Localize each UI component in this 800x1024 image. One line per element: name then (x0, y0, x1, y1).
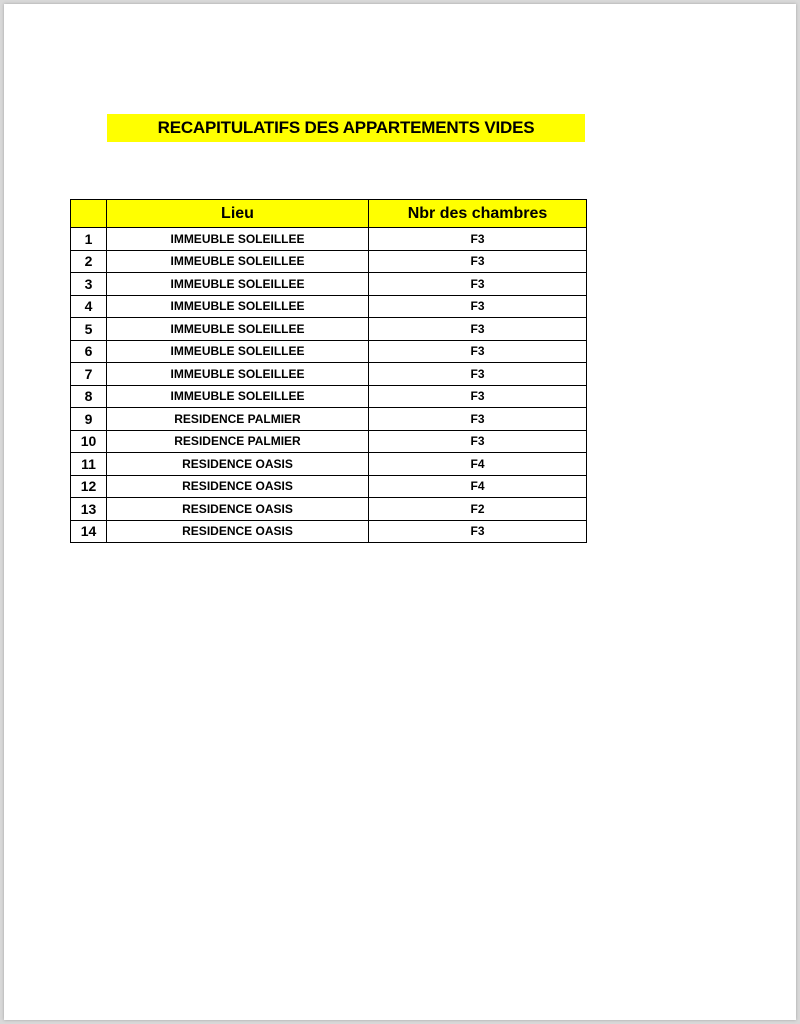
row-number: 3 (71, 273, 107, 296)
table-row (71, 520, 587, 543)
row-number: 7 (71, 363, 107, 386)
row-lieu: IMMEUBLE SOLEILLEE (107, 228, 369, 251)
row-chambres: F3 (369, 520, 587, 543)
row-chambres: F4 (369, 475, 587, 498)
table-row (71, 318, 587, 341)
table-row (71, 475, 587, 498)
row-chambres: F3 (369, 363, 587, 386)
row-lieu: RESIDENCE PALMIER (107, 430, 369, 453)
row-chambres: F3 (369, 250, 587, 273)
document-page (4, 4, 796, 1020)
table-row (71, 228, 587, 251)
row-lieu: RESIDENCE PALMIER (107, 408, 369, 431)
table-row (71, 295, 587, 318)
header-chambres: Nbr des chambres (369, 200, 587, 228)
row-number: 13 (71, 498, 107, 521)
table-row (71, 385, 587, 408)
row-chambres: F3 (369, 408, 587, 431)
row-lieu: RESIDENCE OASIS (107, 498, 369, 521)
row-lieu: IMMEUBLE SOLEILLEE (107, 273, 369, 296)
row-chambres: F3 (369, 228, 587, 251)
row-lieu: IMMEUBLE SOLEILLEE (107, 363, 369, 386)
table-row (71, 250, 587, 273)
table-row (71, 430, 587, 453)
table-row (71, 498, 587, 521)
row-lieu: IMMEUBLE SOLEILLEE (107, 295, 369, 318)
row-chambres: F3 (369, 430, 587, 453)
row-lieu: IMMEUBLE SOLEILLEE (107, 318, 369, 341)
row-number: 14 (71, 520, 107, 543)
apartments-table (70, 199, 587, 543)
row-chambres: F3 (369, 340, 587, 363)
header-lieu: Lieu (107, 200, 369, 228)
row-number: 1 (71, 228, 107, 251)
table-header-row (71, 200, 587, 228)
row-lieu: IMMEUBLE SOLEILLEE (107, 340, 369, 363)
row-chambres: F3 (369, 273, 587, 296)
row-number: 5 (71, 318, 107, 341)
table-row (71, 453, 587, 476)
row-chambres: F3 (369, 318, 587, 341)
row-number: 4 (71, 295, 107, 318)
document-title: RECAPITULATIFS DES APPARTEMENTS VIDES (157, 118, 535, 137)
row-number: 8 (71, 385, 107, 408)
row-number: 2 (71, 250, 107, 273)
row-number: 9 (71, 408, 107, 431)
row-number: 6 (71, 340, 107, 363)
table-row (71, 408, 587, 431)
table-row (71, 273, 587, 296)
row-chambres: F2 (369, 498, 587, 521)
title-highlight (107, 114, 585, 142)
header-number (71, 200, 107, 228)
table-row (71, 363, 587, 386)
row-lieu: IMMEUBLE SOLEILLEE (107, 250, 369, 273)
row-chambres: F4 (369, 453, 587, 476)
row-lieu: RESIDENCE OASIS (107, 475, 369, 498)
row-lieu: RESIDENCE OASIS (107, 520, 369, 543)
row-number: 11 (71, 453, 107, 476)
row-chambres: F3 (369, 295, 587, 318)
row-number: 10 (71, 430, 107, 453)
row-lieu: IMMEUBLE SOLEILLEE (107, 385, 369, 408)
row-lieu: RESIDENCE OASIS (107, 453, 369, 476)
table-row (71, 340, 587, 363)
row-number: 12 (71, 475, 107, 498)
row-chambres: F3 (369, 385, 587, 408)
